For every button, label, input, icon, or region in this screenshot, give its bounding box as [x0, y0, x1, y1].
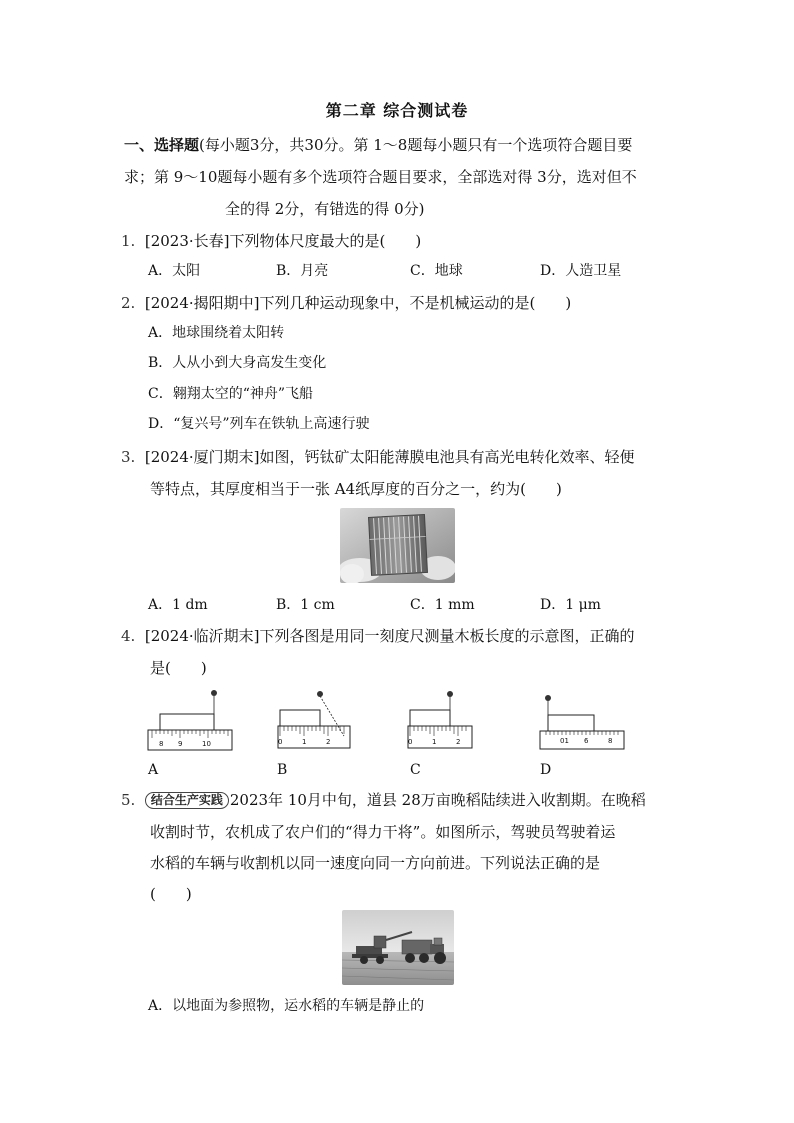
section-heading: 一、选择题 [124, 136, 200, 154]
question-5-stem-line4: ( ) [150, 885, 192, 903]
section-instructions-text: (每小题3分，共30分。第 1～8题每小题只有一个选项符合题目要 [199, 136, 633, 154]
figure-label-a: A [148, 762, 159, 778]
page-title: 第二章 综合测试卷 [325, 101, 469, 120]
question-text: [2023·长春]下列物体尺度最大的是( ) [144, 232, 422, 250]
question-5-stem-line3: 水稻的车辆与收割机以同一速度向同一方向前进。下列说法正确的是 [150, 854, 601, 872]
question-5-stem-line2: 收割时节，农机成了农户们的“得力干将”。如图所示，驾驶员驾驶着运 [150, 823, 616, 841]
option-a: A．地球围绕着太阳转 [148, 325, 285, 341]
ruler-figures [140, 686, 640, 756]
question-text: 2023年 10月中旬，道县 28万亩晚稻陆续进入收割期。在晚稻 [229, 791, 646, 809]
section-instructions-line1 [124, 135, 632, 155]
question-number: 1. [121, 232, 136, 250]
solar-film-illustration [340, 508, 455, 583]
ruler-c-tick-label: 0 [408, 738, 413, 746]
figure-label-b: B [277, 762, 288, 778]
question-1-options [148, 261, 668, 281]
ruler-b-tick-label: 2 [326, 738, 331, 746]
question-text: [2024·厦门期末]如图，钙钛矿太阳能薄膜电池具有高光电转化效率、轻便 [144, 448, 635, 466]
ruler-c-tick-label: 2 [456, 738, 461, 746]
question-3-stem-line2: 等特点，其厚度相当于一张 A4纸厚度的百分之一，约为( ) [150, 480, 562, 498]
ruler-c-tick-label: 1 [432, 738, 437, 746]
ruler-b-tick-label: 0 [278, 738, 283, 746]
option-d: D．“复兴号”列车在铁轨上高速行驶 [148, 416, 370, 432]
section-instructions-line2: 求；第 9～10题每小题有多个选项符合题目要求，全部选对得 3分，选对但不 [124, 168, 637, 186]
harvester-illustration [342, 910, 454, 985]
ruler-figure-c [408, 691, 472, 748]
ruler-a-tick-label: 9 [178, 740, 183, 748]
question-5-stem-line1 [121, 790, 646, 810]
option-b: B．月亮 [276, 263, 329, 279]
harvester-photo [342, 910, 454, 985]
option-a: A．1 dm [148, 597, 208, 613]
question-3-stem-line1 [121, 447, 635, 467]
question-2-stem [121, 293, 571, 313]
option-c: C．地球 [410, 263, 463, 279]
option-a: A．太阳 [148, 263, 201, 279]
ruler-d-tick-label: 8 [608, 737, 613, 745]
option-c: C．1 mm [410, 597, 475, 613]
question-number: 2. [121, 294, 136, 312]
question-text: [2024·揭阳期中]下列几种运动现象中，不是机械运动的是( ) [144, 294, 572, 312]
question-4-stem-line1 [121, 626, 635, 646]
ruler-a-tick-label: 8 [159, 740, 164, 748]
ruler-b-tick-label: 1 [302, 738, 307, 746]
question-number: 4. [121, 627, 136, 645]
option-d: D．1 μm [540, 597, 601, 613]
question-number: 5. [121, 791, 136, 809]
option-c: C．翱翔太空的“神舟”飞船 [148, 386, 314, 402]
ruler-figure-a [148, 690, 232, 750]
ruler-d-tick-label: 01 [560, 737, 569, 745]
question-4-stem-line2: 是( ) [150, 659, 207, 677]
figure-label-d: D [540, 762, 552, 778]
question-5-option-a: A．以地面为参照物，运水稻的车辆是静止的 [148, 998, 425, 1014]
solar-film-photo [340, 508, 455, 583]
question-number: 3. [121, 448, 136, 466]
ruler-figure-d [540, 695, 624, 749]
topic-tag-badge: 结合生产实践 [145, 792, 229, 809]
option-b: B．1 cm [276, 597, 335, 613]
question-1-stem [121, 231, 421, 251]
ruler-figure-b [278, 691, 350, 748]
question-3-options [148, 595, 668, 615]
option-b: B．人从小到大身高发生变化 [148, 355, 327, 371]
option-d: D．人造卫星 [540, 263, 622, 279]
ruler-d-tick-label: 6 [584, 737, 589, 745]
section-instructions-line3: 全的得 2分，有错选的得 0分) [225, 200, 425, 218]
question-text: [2024·临沂期末]下列各图是用同一刻度尺测量木板长度的示意图，正确的 [144, 627, 635, 645]
ruler-a-tick-label: 10 [202, 740, 211, 748]
figure-label-c: C [410, 762, 421, 778]
